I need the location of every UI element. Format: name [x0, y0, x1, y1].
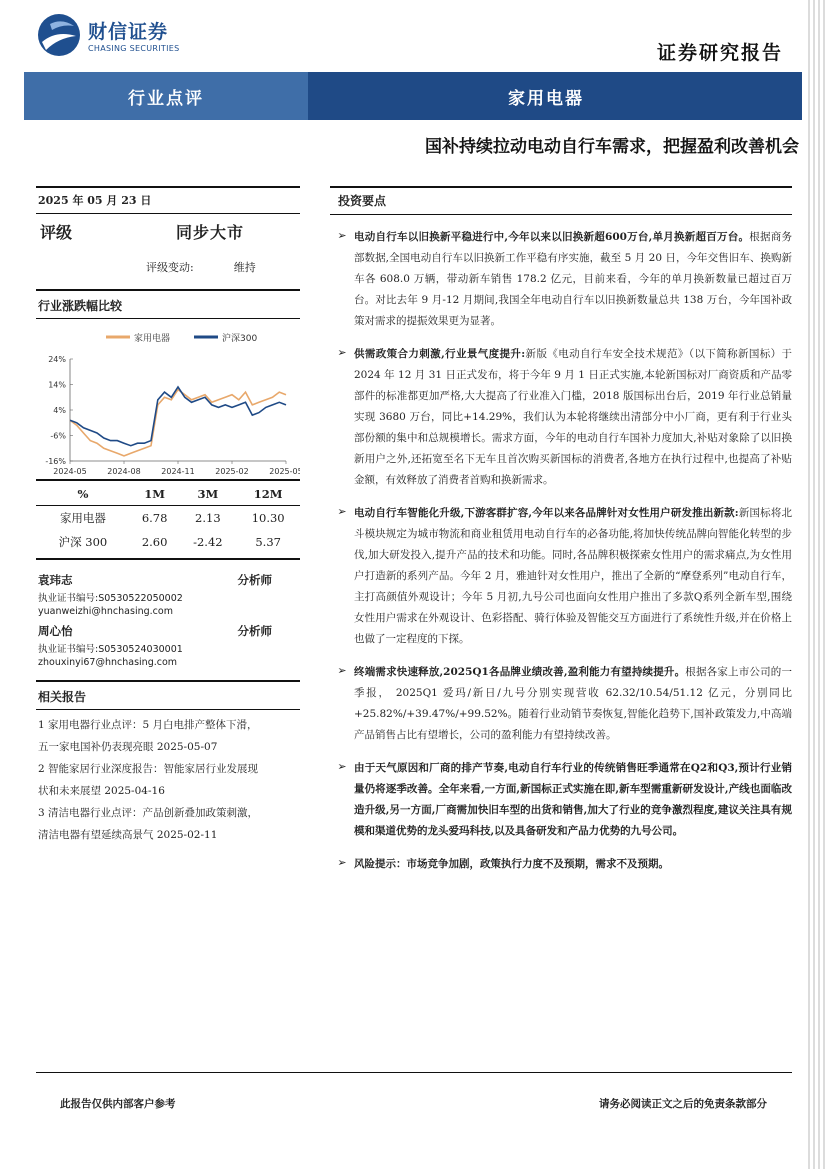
series-line	[70, 390, 286, 456]
rating-value: 同步大市	[176, 223, 245, 242]
highlight-text: 新版《电动自行车安全技术规范》（以下简称新国标）于 2024 年 12 月 31 日正式发布，将于今年 9 月 1 日正式实施,本轮新国标对厂商资质和产品零部件的标准都更加严格,大大提高了行业准入门槛，2018 版国标出台后，2019 年行业总销量实现 3680 万台，同比+14.29%，我们认为本轮将继续出清部分中小厂商，更有利于行业头部份额的集中和总规模增长。需求方面，今年的电动自行车国补力度加大,补贴对象除了以旧换新用户之外,还拓宽至名下无车且首次购买新国标的消费者,各地方在执行过程中,也提高了补贴金额，有效释放了消费者首购和换新需求。	[354, 348, 793, 486]
table-cell: 家用电器	[59, 511, 106, 525]
analyst-email[interactable]: zhouxinyi67@hnchasing.com	[38, 657, 178, 668]
performance-table	[36, 483, 300, 554]
category-band	[24, 72, 802, 120]
y-tick-label: -16%	[45, 457, 66, 466]
report-category: 行业点评	[24, 72, 308, 120]
related-report-item[interactable]: 2 智能家居行业深度报告：智能家居行业发展现	[38, 763, 259, 775]
analyst-name: 周心怡	[38, 624, 73, 638]
performance-chart	[36, 319, 300, 479]
highlight-item	[330, 503, 792, 650]
table-cell: 2.60	[141, 535, 168, 549]
side-stripe-decoration	[805, 0, 827, 1169]
arrow-bullet-icon: ➢	[337, 856, 347, 869]
left-sidebar	[36, 186, 300, 846]
table-cell: 2.13	[195, 511, 221, 525]
footer-note-right: 请务必阅读正文之后的免责条款部分	[599, 1098, 767, 1110]
highlight-bold: 供需政策合力刺激,行业景气度提升:	[354, 348, 526, 360]
highlight-bold: 电动自行车智能化升级,下游客群扩容,今年以来各品牌针对女性用户研发推出新款:	[354, 507, 739, 519]
footer-note-left: 此报告仅供内部客户参考	[60, 1098, 176, 1110]
rating-label: 评级	[40, 223, 73, 242]
table-cell: 10.30	[251, 511, 285, 525]
x-tick-label: 2025-02	[215, 467, 249, 476]
performance-chart-svg	[36, 319, 300, 479]
analyst-cert: 执业证书编号:S0530522050002	[38, 593, 183, 604]
legend-label: 沪深300	[222, 334, 258, 344]
y-tick-label: -6%	[50, 431, 66, 441]
series-line	[70, 387, 286, 446]
rating-row	[36, 214, 300, 243]
table-cell: -2.42	[193, 535, 223, 549]
y-tick-label: 4%	[53, 406, 66, 415]
rating-change-value: 维持	[233, 261, 256, 274]
analyst-role: 分析师	[237, 624, 272, 638]
highlight-bold: 由于天气原因和厂商的排产节奏,电动自行车行业的传统销售旺季通常在Q2和Q3,预计行业销量仍将逐季改善。全年来看,一方面,新国标正式实施在即,新车型需重新研发设计,产线也面临改造升级,另一方面,厂商需加快旧车型的出货和销售,加大了行业的竞争激烈程度,建议关注具有规模和渠道优势的龙头爱玛科技,以及具备研发和产品力优势的九号公司。	[354, 762, 792, 837]
table-header: 3M	[179, 483, 236, 506]
x-tick-label: 2024-05	[53, 467, 87, 476]
x-tick-label: 2025-05	[269, 467, 300, 476]
arrow-bullet-icon: ➢	[337, 346, 347, 359]
related-report-item[interactable]: 1 家用电器行业点评：5 月白电排产整体下滑，	[38, 719, 258, 731]
related-report-item[interactable]: 3 清洁电器行业点评：产品创新叠加政策刺激，	[38, 807, 259, 819]
table-header: 12M	[236, 483, 300, 506]
arrow-bullet-icon: ➢	[337, 505, 347, 518]
analyst-block	[36, 562, 300, 668]
chasing-logo-icon	[36, 12, 82, 58]
logo-en-text: CHASING SECURITIES	[88, 44, 180, 53]
investment-highlights	[330, 186, 792, 875]
related-report-item[interactable]: 五一家电国补仍表现亮眼 2025-05-07	[38, 741, 218, 753]
table-cell: 6.78	[141, 511, 168, 525]
x-tick-label: 2024-08	[107, 467, 141, 476]
analyst-cert: 执业证书编号:S0530524030001	[38, 644, 183, 655]
table-header: 1M	[130, 483, 179, 506]
report-headline: 国补持续拉动电动自行车需求，把握盈利改善机会	[425, 137, 799, 157]
industry-name: 家用电器	[308, 72, 802, 120]
highlight-item	[330, 662, 792, 746]
rating-change-label: 评级变动:	[146, 261, 194, 274]
analyst-email[interactable]: yuanweizhi@hnchasing.com	[38, 606, 173, 617]
table-header: %	[36, 483, 130, 506]
analyst-name: 袁玮志	[38, 573, 73, 587]
related-reports-list	[36, 710, 300, 846]
highlight-text: 市场竞争加剧，政策执行力度不及预期，需求不及预期。	[406, 858, 669, 870]
related-report-item[interactable]: 状和未来展望 2025-04-16	[38, 785, 165, 797]
highlight-item	[330, 758, 792, 842]
arrow-bullet-icon: ➢	[337, 229, 347, 242]
legend-label: 家用电器	[134, 334, 171, 344]
rating-change-row	[36, 259, 300, 275]
highlight-bold: 电动自行车以旧换新平稳进行中,今年以来以旧换新超600万台,单月换新超百万台。	[354, 231, 750, 243]
y-tick-label: 24%	[48, 355, 66, 364]
highlight-item	[330, 854, 792, 875]
highlight-bold: 终端需求快速释放,2025Q1各品牌业绩改善,盈利能力有望持续提升。	[354, 666, 686, 678]
related-reports-title: 相关报告	[38, 690, 87, 704]
arrow-bullet-icon: ➢	[337, 664, 347, 677]
highlight-text: 根据商务部数据,全国电动自行车以旧换新工作平稳有序实施，截至 5 月 20 日，今年交售旧车、换购新车各 608.0 万辆，带动新车销售 178.2 亿元，目前来看，今年的单月换新数量已超过百万台。对比去年 9 月-12 月期间,我国全年电动自行车以旧换新数量总共 138 万台，今年国补政策对需求的提振效果更为显著。	[354, 231, 792, 327]
company-logo	[36, 12, 180, 58]
highlight-text: 根据各家上市公司的一季报， 2025Q1 爱玛/新日/九号分别实现营收 62.32/10.54/51.12 亿元，分别同比+25.82%/+39.47%/+99.52%。随着行业动销节奏恢复,智能化趋势下,国补政策发力,中高端产品销售占比有望增长，公司的盈利能力有望持续改善。	[354, 666, 792, 741]
report-type-title: 证券研究报告	[656, 42, 783, 64]
highlight-bold: 风险提示：	[354, 858, 407, 870]
table-cell: 沪深 300	[58, 535, 108, 549]
highlight-text: 新国标将北斗模块规定为城市物流和商业租赁用电动自行车的必备功能,将加快传统品牌向智能化转型的步伐,加大研发投入,提升产品的技术和功能。同时,各品牌积极探索女性用户的需求痛点,为女性用户打造新的系列产品。今年 2 月，雅迪针对女性用户，推出了全新的“摩登系列”电动自行车，主打高颜值外观设计；今年 5 月初,九号公司也面向女性用户推出了多款Q系列全新车型,围绕女性用户需求在外观设计、色彩搭配、骑行体验及智能交互方面进行了系统性升级,并在价格上也做了一定程度的下探。	[354, 507, 792, 645]
arrow-bullet-icon: ➢	[337, 760, 347, 773]
table-row	[36, 506, 300, 531]
y-tick-label: 14%	[48, 380, 66, 390]
footer-divider	[36, 1072, 792, 1073]
report-date: 2025 年 05 月 23 日	[38, 194, 152, 207]
x-tick-label: 2024-11	[161, 467, 195, 476]
chart-section-title: 行业涨跌幅比较	[38, 299, 123, 313]
logo-cn-text: 财信证券	[88, 21, 169, 43]
analyst-role: 分析师	[237, 573, 272, 587]
table-row	[36, 530, 300, 554]
highlights-title: 投资要点	[338, 194, 387, 208]
related-report-item[interactable]: 清洁电器有望延续高景气 2025-02-11	[38, 829, 218, 841]
highlight-item	[330, 344, 792, 491]
highlight-item	[330, 227, 792, 332]
table-cell: 5.37	[255, 535, 281, 549]
